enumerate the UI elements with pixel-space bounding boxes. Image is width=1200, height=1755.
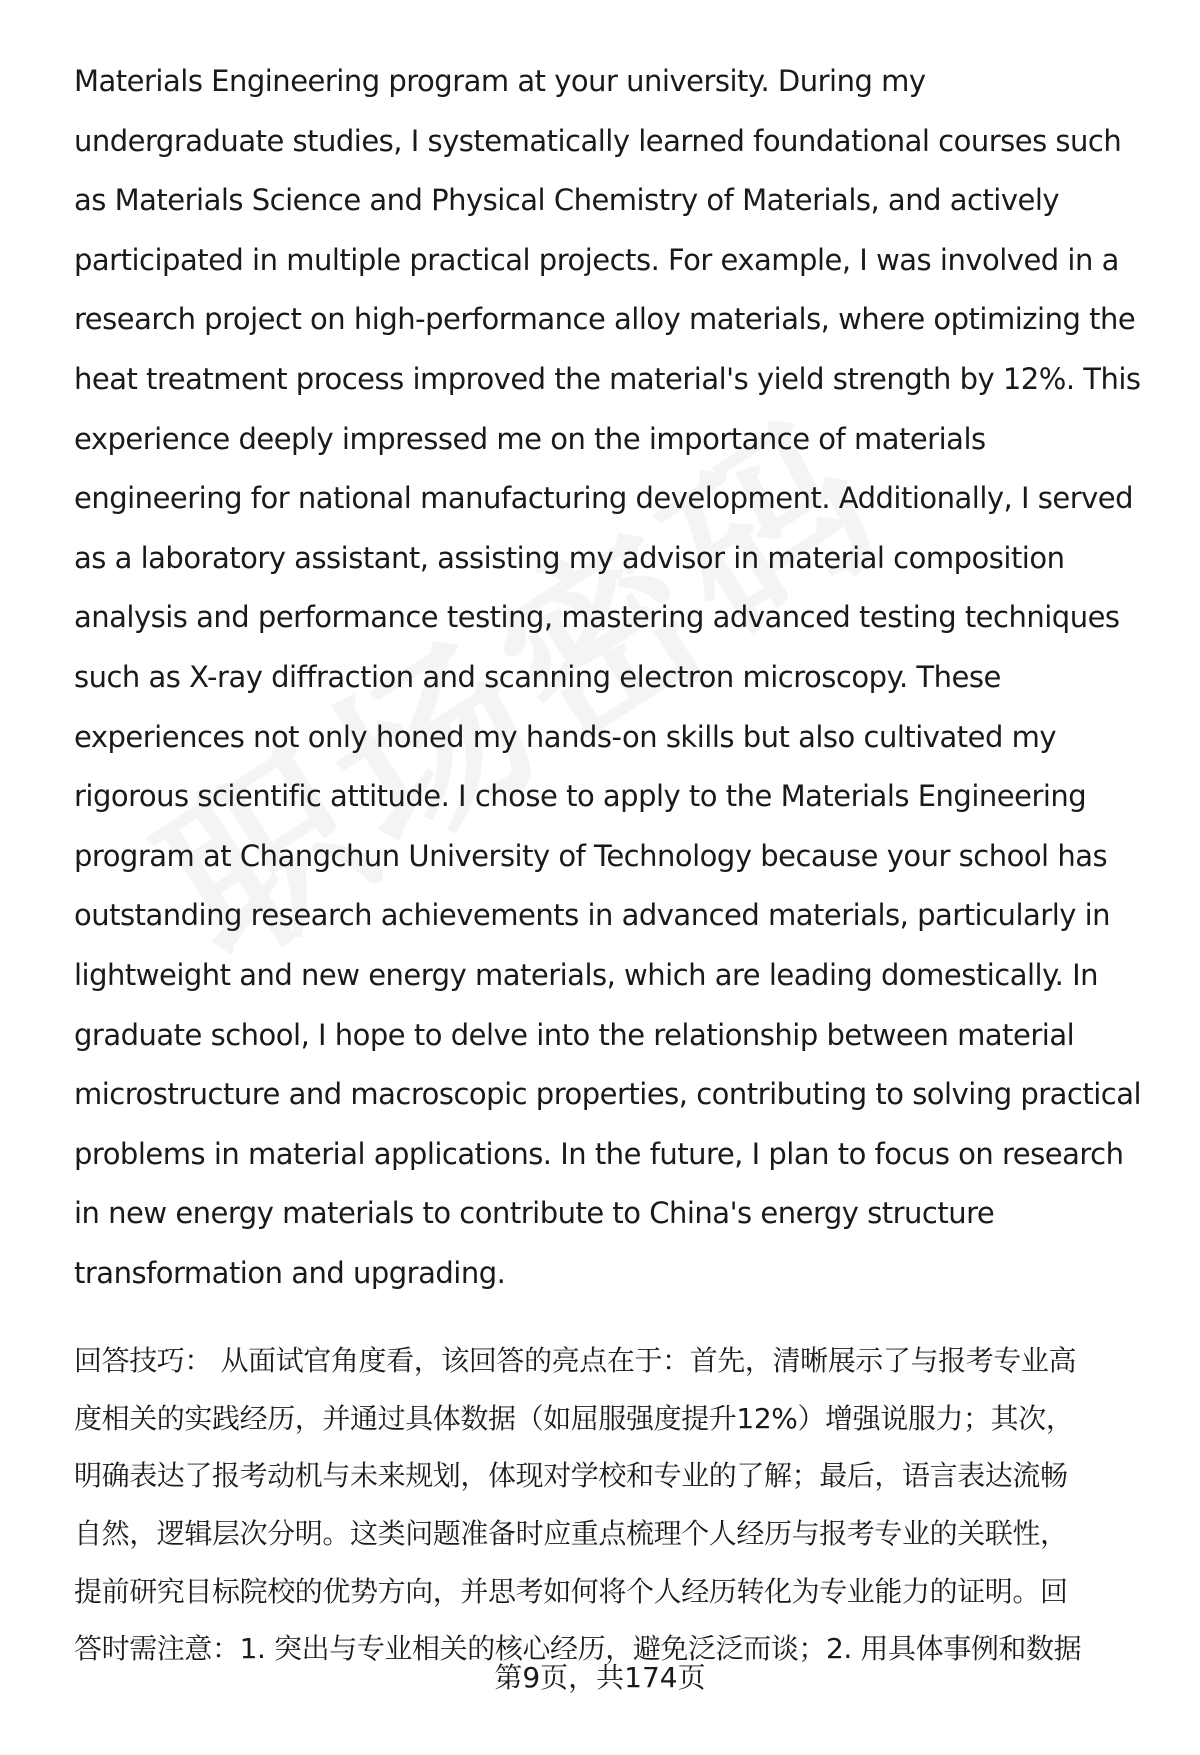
essay-line: undergraduate studies, I systematically learned foundational courses such <box>74 123 1122 158</box>
essay-line: analysis and performance testing, mastering advanced testing techniques <box>74 600 1120 635</box>
essay-line: in new energy materials to contribute to China's energy structure <box>74 1196 995 1231</box>
tips-line: 答时需注意：1. 突出与专业相关的核心经历，避免泛泛而谈；2. 用具体事例和数据 <box>74 1632 1082 1666</box>
essay-line: engineering for national manufacturing development. Additionally, I served <box>74 481 1134 516</box>
answer-essay <box>74 52 1164 1303</box>
tips-line: 提前研究目标院校的优势方向，并思考如何将个人经历转化为专业能力的证明。回 <box>74 1574 1068 1608</box>
essay-line: microstructure and macroscopic properties, contributing to solving practical <box>74 1077 1142 1112</box>
essay-line: such as X-ray diffraction and scanning electron microscopy. These <box>74 659 1001 694</box>
answer-tips <box>74 1332 1164 1678</box>
essay-line: rigorous scientific attitude. I chose to apply to the Materials Engineering <box>74 779 1087 814</box>
essay-line: as a laboratory assistant, assisting my advisor in material composition <box>74 540 1065 575</box>
essay-line: participated in multiple practical projects. For example, I was involved in a <box>74 242 1119 277</box>
tips-line: 回答技巧： 从面试官角度看，该回答的亮点在于：首先，清晰展示了与报考专业高 <box>74 1344 1077 1377</box>
tips-line: 度相关的实践经历，并通过具体数据（如屈服强度提升12%）增强说服力；其次， <box>74 1401 1074 1435</box>
essay-line: research project on high-performance alloy materials, where optimizing the <box>74 302 1136 337</box>
tips-line: 明确表达了报考动机与未来规划，体现对学校和专业的了解；最后，语言表达流畅 <box>74 1459 1068 1493</box>
essay-line: experience deeply impressed me on the importance of materials <box>74 421 986 456</box>
essay-line: problems in material applications. In the future, I plan to focus on research <box>74 1136 1124 1171</box>
essay-line: outstanding research achievements in advanced materials, particularly in <box>74 898 1111 933</box>
essay-line: as Materials Science and Physical Chemistry of Materials, and actively <box>74 183 1060 218</box>
essay-line: Materials Engineering program at your university. During my <box>74 64 926 98</box>
essay-line: program at Changchun University of Technology because your school has <box>74 838 1108 873</box>
page-number-footer: 第9页，共174页 <box>494 1661 706 1694</box>
essay-line: experiences not only honed my hands-on skills but also cultivated my <box>74 719 1056 754</box>
essay-line: lightweight and new energy materials, which are leading domestically. In <box>74 957 1099 992</box>
essay-line: graduate school, I hope to delve into the relationship between material <box>74 1017 1075 1052</box>
tips-line: 自然，逻辑层次分明。这类问题准备时应重点梳理个人经历与报考专业的关联性， <box>74 1517 1068 1551</box>
essay-line: heat treatment process improved the material's yield strength by 12%. This <box>74 361 1141 396</box>
essay-line: transformation and upgrading. <box>74 1255 506 1290</box>
